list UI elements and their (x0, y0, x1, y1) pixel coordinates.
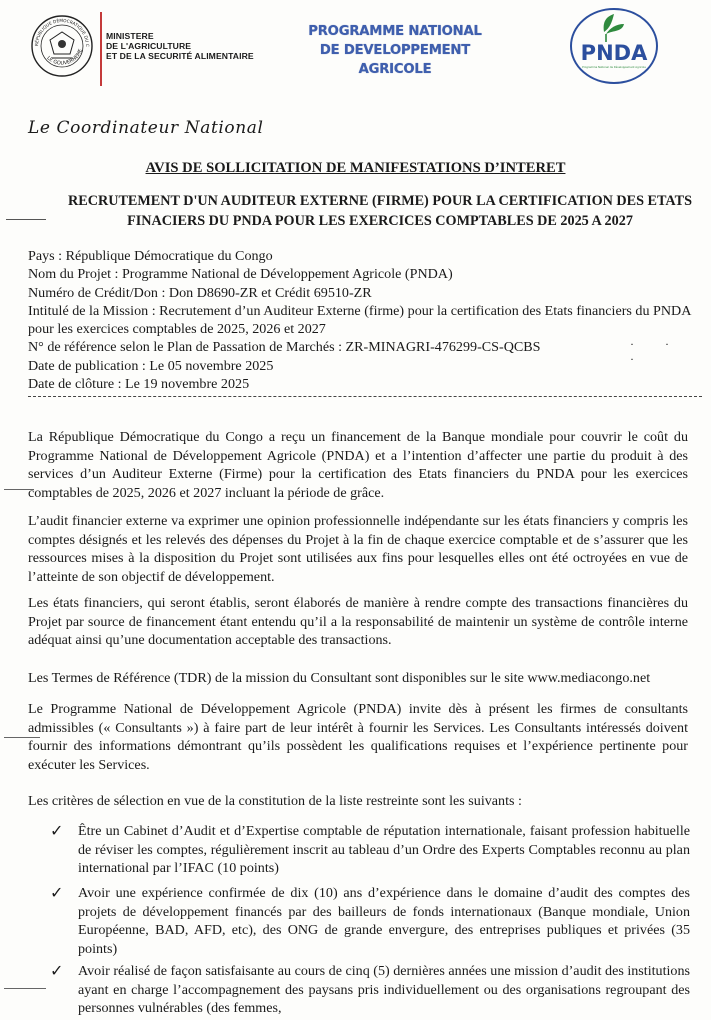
coat-of-arms-seal (30, 14, 94, 78)
program-line-2: DE DEVELOPPEMENT (319, 43, 471, 58)
page-subtitle: RECRUTEMENT D'UN AUDITEUR EXTERNE (FIRME) POUR LA CERTIFICATION DES ETATS FINACIERS DU PNDA POUR LES EXERCICES COMPTABLES DE 2025 A 2027 (68, 193, 692, 229)
criterion-1: Être un Cabinet d’Audit et d’Expertise comptable de réputation internationale, faisant profession habituelle de réviser les comptes, régulièrement inscrit au tableau d’un Ordre des Experts Comptables reconnu au plan international par l’IFAC (10 points) (78, 823, 690, 876)
info-reference: N° de référence selon le Plan de Passation de Marchés : ZR-MINAGRI-476299-CS-QCBS (28, 339, 541, 356)
paragraph-invitation: Le Programme National de Développement Agricole (PNDA) invite dès à présent les firmes de consultants admissibles (« Consultants ») à faire part de leur intérêt à fournir les Services. Les Consultants intéressés doivent fournir des informations démontrant qu’ils possèdent les qualifications requises et l’expérience pertinente pour exécuter les Services. (28, 701, 688, 773)
ministry-line-3: ET DE LA SECURITÉ ALIMENTAIRE (106, 51, 254, 62)
ministry-line-2: DE L'AGRICULTURE (106, 41, 192, 52)
info-project: Nom du Projet : Programme National de Développement Agricole (PNDA) (28, 266, 453, 283)
check-icon: ✓ (50, 961, 64, 980)
seal-top-text: RÉPUBLIQUE DÉMOCRATIQUE DU C (34, 18, 90, 47)
check-icon: ✓ (50, 883, 64, 902)
paragraph-financing: La République Démocratique du Congo a reçu un financement de la Banque mondiale pour couvrir le coût du Programme National de Développement Agricole (PNDA) et a l’intention d’affecter une partie du produit à des services d’un Auditeur Externe (Firme) pour la certification des Etats financiers du PNDA pour les exercices comptables de 2025, 2026 et 2027 incluant la période de grâce. (28, 429, 688, 501)
ministry-name (106, 31, 254, 62)
info-publication-date: Date de publication : Le 05 novembre 2025 (28, 357, 274, 374)
program-line-1: PROGRAMME NATIONAL (308, 24, 482, 39)
info-credit: Numéro de Crédit/Don : Don D8690-ZR et Crédit 69510-ZR (28, 284, 372, 301)
margin-mark (4, 489, 34, 490)
separator-line (28, 396, 702, 397)
page-title: AVIS DE SOLLICITATION DE MANIFESTATIONS D’INTERET (145, 160, 566, 176)
check-icon: ✓ (50, 821, 64, 840)
ministry-line-1: MINISTERE (106, 31, 154, 41)
info-country: Pays : République Démocratique du Congo (28, 248, 273, 264)
margin-mark (6, 219, 46, 220)
info-closing-date: Date de clôture : Le 19 novembre 2025 (28, 376, 250, 393)
signer-title: Le Coordinateur National (28, 118, 264, 138)
criterion-3: Avoir réalisé de façon satisfaisante au cours de cinq (5) dernières années une mission d’audit des institutions ayant en charge l’accompagnement des paysans pris individuellement ou des organisations regroupant des personnes vulnérables (des femmes, (78, 963, 690, 1016)
paragraph-criteria-intro: Les critères de sélection en vue de la constitution de la liste restreinte sont les suivants : (28, 793, 522, 809)
seal-bottom-text: LE GOUVERNEME (45, 48, 85, 67)
margin-mark (4, 988, 46, 989)
pnda-logo-text: PNDA (580, 41, 648, 65)
header-divider (100, 12, 102, 86)
paragraph-tdr: Les Termes de Référence (TDR) de la mission du Consultant sont disponibles sur le site www.mediacongo.net (28, 670, 651, 686)
margin-mark (4, 737, 40, 738)
paragraph-financial-statements: Les états financiers, qui seront établis, seront élaborés de manière à rendre compte des transactions financières du Projet par source de financement étant entendu qu’il a la responsabilité de maintenir un système de contrôle interne adéquat ainsi qu’une documentation acceptable des transactions. (28, 595, 688, 649)
pnda-logo-subtext: Programme National de Développement Agricole (582, 66, 646, 69)
info-mission: Intitulé de la Mission : Recrutement d’un Auditeur Externe (firme) pour la certification des Etats financiers du PNDA pour les exercices comptables de 2025, 2026 et 2027 (28, 302, 691, 338)
criterion-2: Avoir une expérience confirmée de dix (10) ans d’expérience dans le domaine d’audit des comptes des projets de développement financés par des bailleurs de fonds internationaux (Banque mondiale, Union Européenne, BAD, AFD, etc), des ONG de grande envergure, des entreprises publiques et privées (35 points) (78, 885, 690, 957)
program-line-3: AGRICOLE (358, 62, 432, 77)
project-info (28, 247, 694, 393)
paragraph-audit-scope: L’audit financier externe va exprimer une opinion professionnelle indépendante sur les états financiers y compris les comptes désignés et les relevés des dépenses du Projet à la fin de chaque exercice comptable et de s’assurer que les ressources mises à la disposition du Projet sont utilisées aux fins pour lesquelles elles ont été octroyées en vue de l’atteinte de son objectif de développement. (28, 513, 688, 585)
program-name (300, 22, 490, 79)
scan-dots: · · · (630, 337, 683, 366)
pnda-logo (568, 6, 660, 86)
